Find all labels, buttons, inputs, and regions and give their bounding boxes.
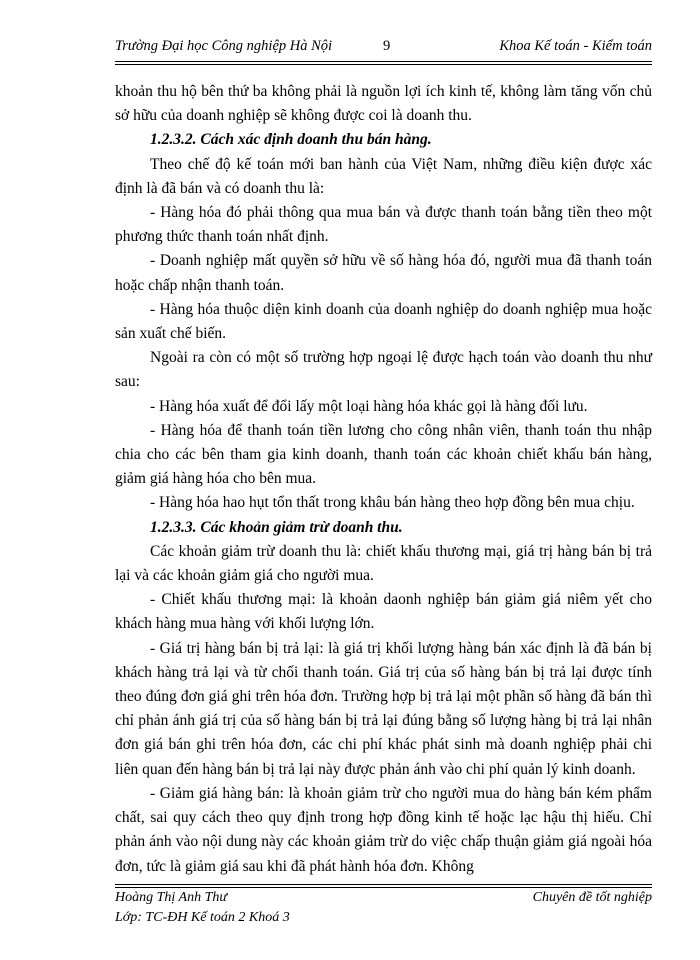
page-header [115, 38, 652, 60]
bullet-paragraph: - Hàng hóa hao hụt tổn thất trong khâu bán hàng theo hợp đồng bên mua chịu. [150, 494, 635, 512]
paragraph: Các khoản giảm trừ doanh thu là: chiết khấu thương mại, giá trị hàng bán bị trả lại và các khoản giảm giá cho người mua. [115, 542, 652, 585]
header-rule-upper [115, 61, 652, 62]
header-page-number: 9 [383, 38, 391, 54]
page-footer [115, 888, 652, 928]
bullet-paragraph: - Chiết khấu thương mại: là khoản daonh nghiệp bán giảm giá niêm yết cho khách hàng mua hàng với khối lượng lớn. [115, 591, 652, 633]
footer-document-type: Chuyên đề tốt nghiệp [532, 890, 652, 905]
paragraph-continuation: khoản thu hộ bên thứ ba không phải là nguồn lợi ích kinh tế, không làm tăng vốn chủ sở hữu của doanh nghiệp sẽ không được coi là doanh thu. [115, 83, 652, 125]
bullet-paragraph: - Hàng hóa thuộc diện kinh doanh của doanh nghiệp do doanh nghiệp mua hoặc sản xuất chế biến. [115, 300, 652, 343]
section-heading-1-2-3-2: 1.2.3.2. Cách xác định doanh thu bán hàng. [150, 131, 432, 149]
bullet-paragraph: - Giảm giá hàng bán: là khoản giảm trừ cho người mua do hàng bán kém phẩm chất, sai quy cách theo quy định trong hợp đồng kinh tế hoặc lạc hậu thị hiếu. Chỉ phản ánh vào nội dung này các khoản giảm trừ do việc chấp thuận giảm giá ngoài hóa đơn, tức là giảm giá sau khi đã phát hành hóa đơn. Không [115, 784, 652, 875]
header-rule-lower [115, 64, 652, 65]
paragraph: Ngoài ra còn có một số trường hợp ngoại lệ được hạch toán vào doanh thu như sau: [115, 349, 652, 391]
bullet-paragraph: - Giá trị hàng bán bị trả lại: là giá trị khối lượng hàng bán xác định là đã bán bị khách hàng trả lại và từ chối thanh toán. Giá trị của số hàng bán bị trả lại được tính theo đúng đơn giá ghi trên hóa đơn. Trường hợp bị trả lại một phần số hàng đã bán thì chỉ phản ánh giá trị của số hàng bán bị trả lại đúng bằng số lượng hàng bị trả lại nhân đơn giá bán ghi trên hóa đơn, các chi phí khác phát sinh mà doanh nghiệp phải chi liên quan đến hàng bán bị trả lại này được phản ánh vào chi phí quản lý kinh doanh. [115, 639, 652, 778]
paragraph: Theo chế độ kế toán mới ban hành của Việt Nam, những điều kiện được xác định là đã bán và có doanh thu là: [115, 155, 652, 197]
header-school-name: Trường Đại học Công nghiệp Hà Nội [115, 38, 333, 54]
footer-class: Lớp: TC-ĐH Kế toán 2 Khoá 3 [115, 910, 290, 925]
bullet-paragraph: - Hàng hóa để thanh toán tiền lương cho công nhân viên, thanh toán thu nhập chia cho các bên tham gia kinh doanh, thanh toán các khoản chiết khấu bán hàng, giảm giá hàng hóa cho bên mua. [115, 421, 652, 488]
bullet-paragraph: - Hàng hóa xuất để đổi lấy một loại hàng hóa khác gọi là hàng đối lưu. [150, 397, 588, 415]
bullet-paragraph: - Doanh nghiệp mất quyền sở hữu về số hàng hóa đó, người mua đã thanh toán hoặc chấp nhận thanh toán. [115, 252, 652, 294]
footer-author: Hoàng Thị Anh Thư [115, 890, 228, 905]
footer-rule-upper [115, 884, 652, 885]
section-heading-1-2-3-3: 1.2.3.3. Các khoản giảm trừ doanh thu. [150, 518, 403, 536]
bullet-paragraph: - Hàng hóa đó phải thông qua mua bán và được thanh toán bằng tiền theo một phương thức thanh toán nhất định. [115, 204, 652, 246]
header-department: Khoa Kế toán - Kiểm toán [499, 38, 652, 54]
body-text [115, 80, 652, 879]
